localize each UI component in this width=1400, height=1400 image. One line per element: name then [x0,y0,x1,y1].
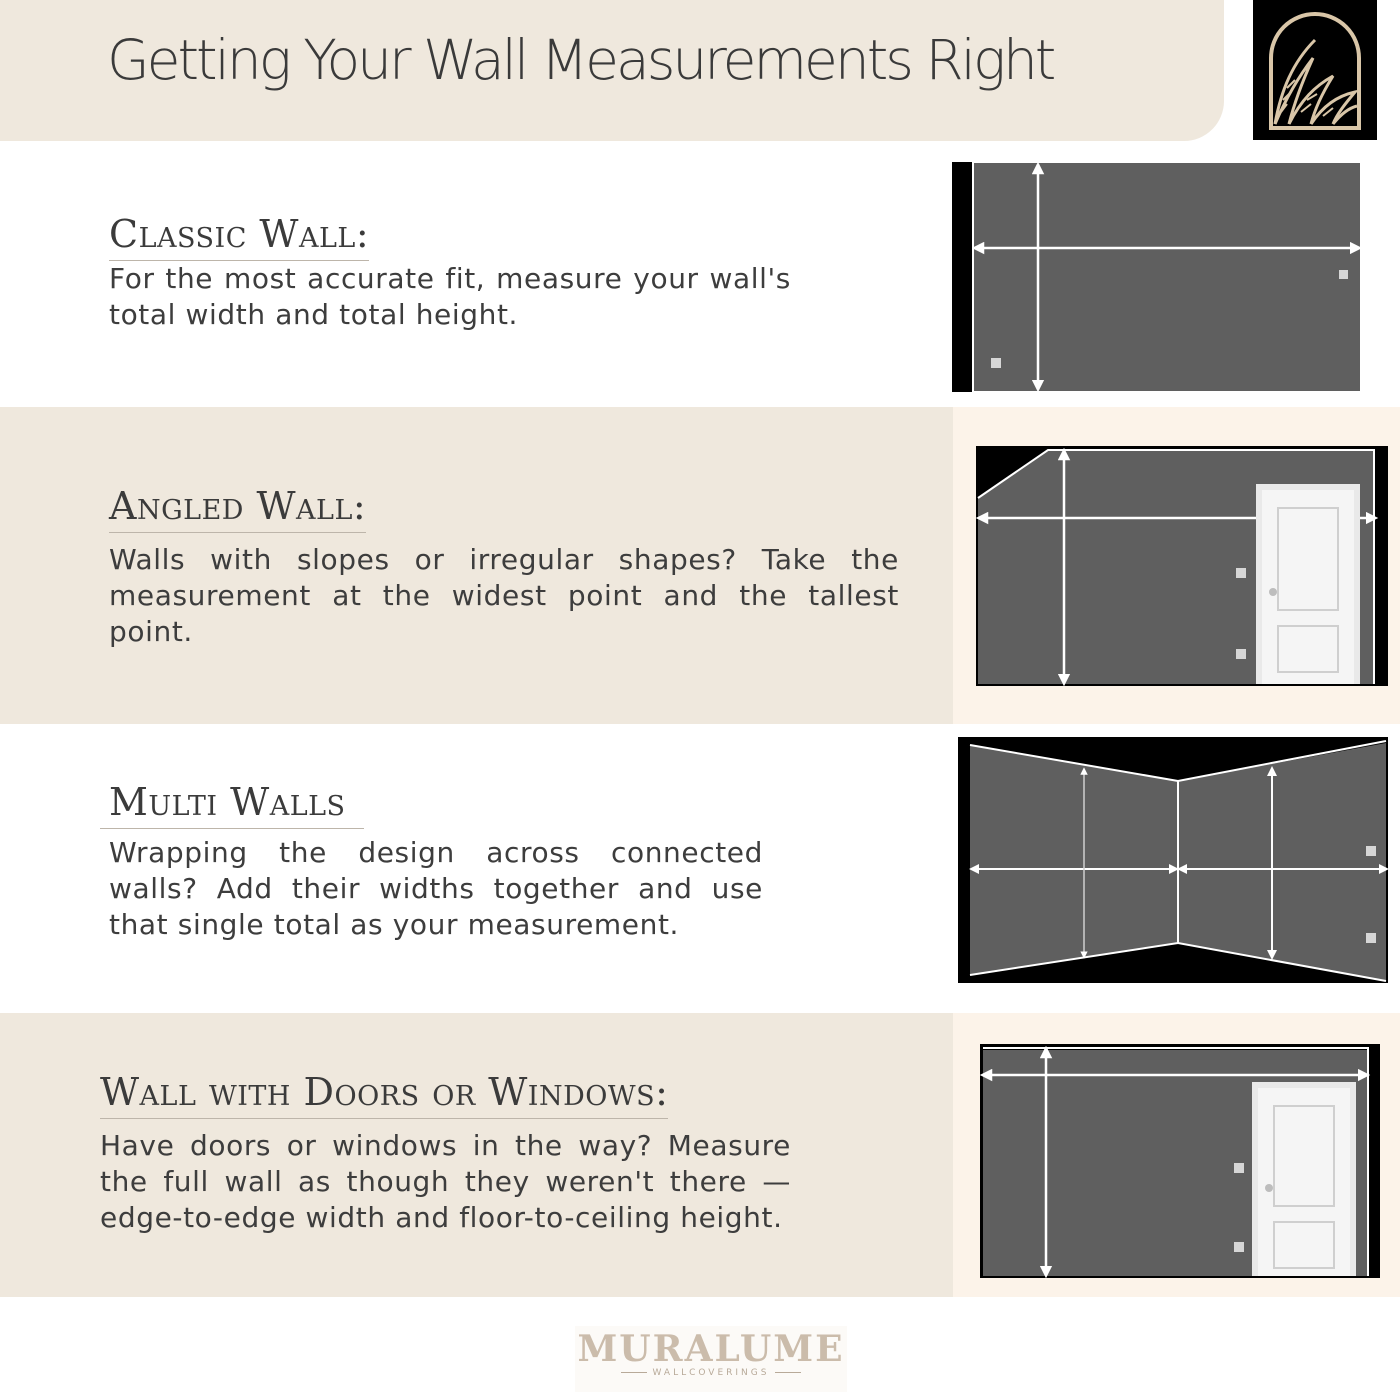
door-wall-diagram [980,1044,1380,1278]
footer-brand-logo [575,1326,847,1392]
angled-wall-diagram [976,446,1388,686]
angled-wall-title: Angled Wall: [109,484,366,533]
divider [775,1372,801,1373]
divider [621,1372,647,1373]
multi-walls-diagram [958,737,1388,983]
door-wall-text: Have doors or windows in the way? Measure the full wall as though they weren't there — edge-to-edge width and floor-to-ceiling height. [100,1129,791,1234]
door-wall-title: Wall with Doors or Windows: [100,1070,668,1119]
page-title: Getting Your Wall Measurements Right [107,28,1054,92]
brand-tagline-row [575,1368,847,1378]
brand-name: MURALUME [577,1328,845,1370]
multi-walls-text: Wrapping the design across connected walls? Add their widths together and use that single total as your measurement. [109,836,763,941]
angled-wall-text: Walls with slopes or irregular shapes? Take the measurement at the widest point and the tallest point. [109,543,899,648]
multi-walls-title: Multi Walls [100,780,364,829]
classic-wall-title: Classic Wall: [109,212,369,261]
brand-logo [1253,0,1377,140]
arch-leaf-logo-icon [1253,0,1377,140]
brand-tagline: WALLCOVERINGS [652,1368,770,1378]
classic-wall-diagram [952,160,1364,394]
classic-wall-text: For the most accurate fit, measure your wall's total width and total height. [109,262,791,331]
